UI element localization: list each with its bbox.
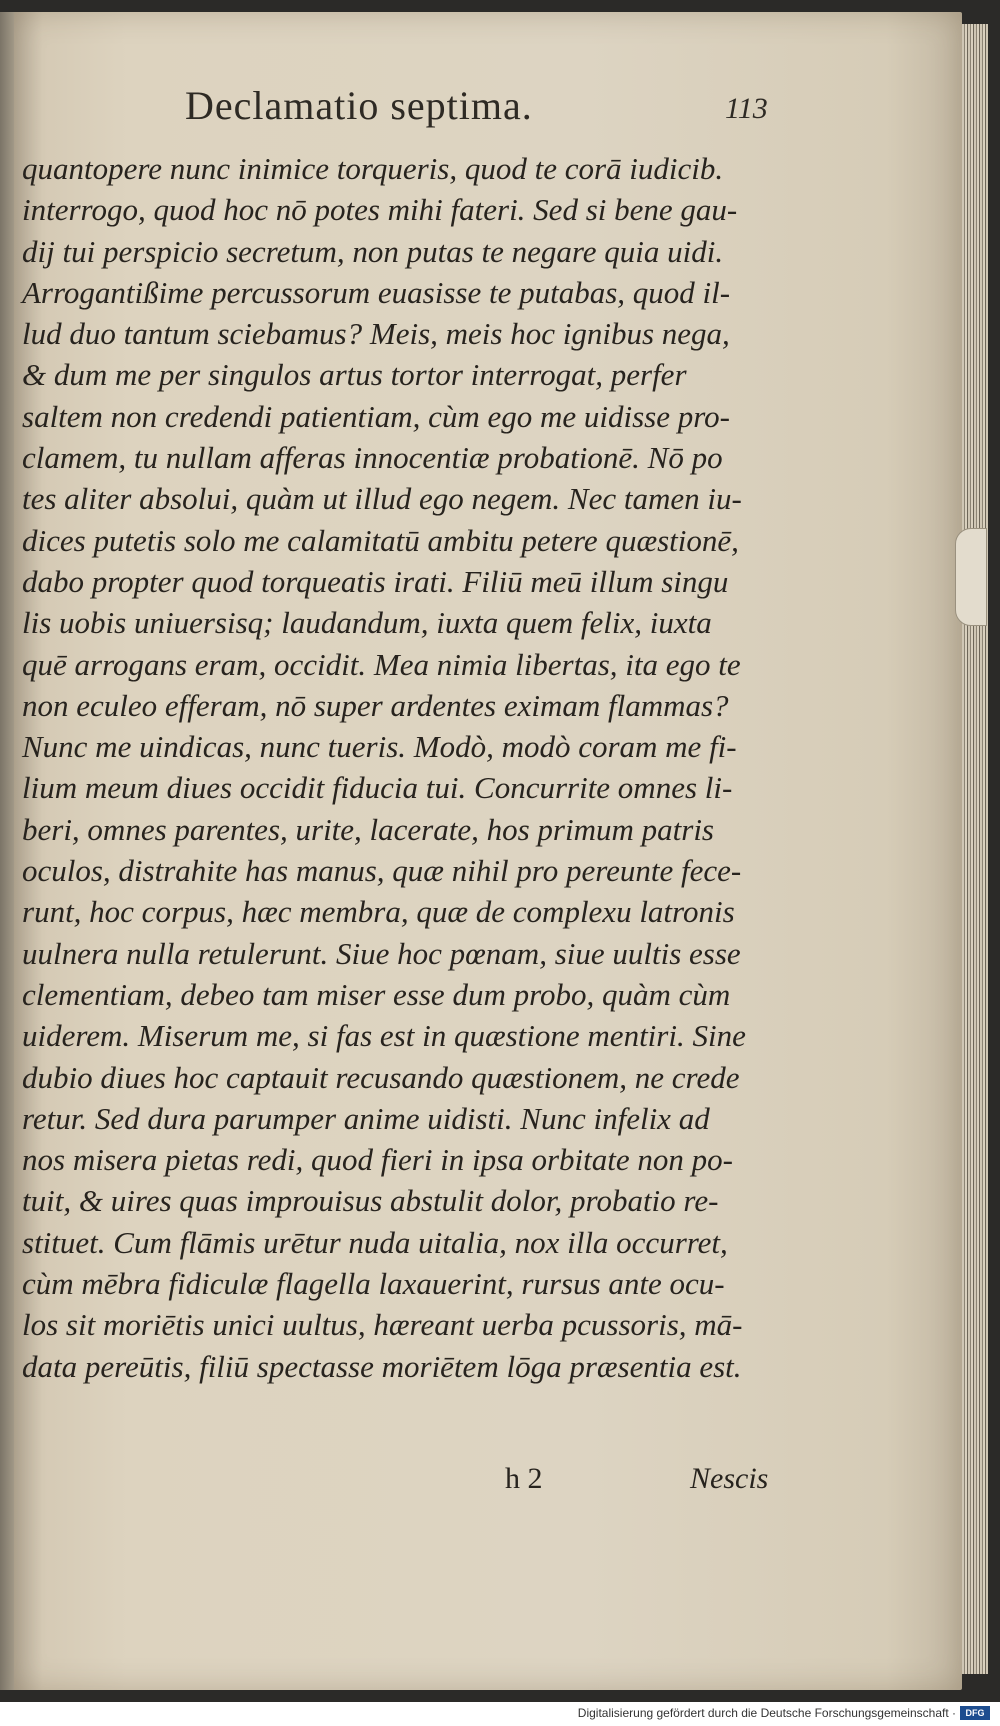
text-line: quē arrogans eram, occidit. Mea nimia libertas, ita ego te xyxy=(22,646,741,682)
page-tab xyxy=(955,528,987,626)
page-number: 113 xyxy=(725,92,768,125)
text-line: beri, omnes parentes, urite, lacerate, hos primum patris xyxy=(22,811,714,847)
page-edges xyxy=(962,24,988,1674)
dfg-logo: DFG xyxy=(960,1706,990,1720)
text-line: dij tui perspicio secretum, non putas te negare quia uidi. xyxy=(22,233,724,269)
text-line: lium meum diues occidit fiducia tui. Concurrite omnes li- xyxy=(22,770,733,806)
text-line: stituet. Cum flāmis urētur nuda uitalia, nox illa occurret, xyxy=(22,1224,728,1260)
text-line: uiderem. Miserum me, si fas est in quæstione mentiri. Sine xyxy=(22,1018,746,1054)
text-line: dabo propter quod torqueatis irati. Filiū meū illum singu xyxy=(22,563,729,599)
text-line: nos misera pietas redi, quod fieri in ipsa orbitate non po- xyxy=(22,1142,733,1178)
signature-mark: h 2 xyxy=(505,1462,543,1495)
catchword: Nescis xyxy=(690,1462,769,1495)
text-line: tuit, & uires quas improuisus abstulit dolor, probatio re- xyxy=(22,1183,719,1219)
text-line: oculos, distrahite has manus, quæ nihil pro pereunte fece- xyxy=(22,853,742,889)
text-line: dices putetis solo me calamitatū ambitu petere quæstionē, xyxy=(22,522,739,558)
footer-credit: Digitalisierung gefördert durch die Deutsche Forschungsgemeinschaft · xyxy=(577,1706,956,1720)
text-line: lud duo tantum sciebamus? Meis, meis hoc ignibus nega, xyxy=(22,316,730,352)
text-line: Nunc me uindicas, nunc tueris. Modò, modò coram me fi- xyxy=(22,729,737,765)
text-line: uulnera nulla retulerunt. Siue hoc pœnam, siue uultis esse xyxy=(22,935,741,971)
text-line: los sit moriētis unici uultus, hæreant uerba pcussoris, mā- xyxy=(22,1307,743,1343)
text-line: runt, hoc corpus, hæc membra, quæ de complexu latronis xyxy=(22,894,735,930)
body-text xyxy=(22,148,784,1387)
text-line: & dum me per singulos artus tortor interrogat, perfer xyxy=(22,357,687,393)
text-line: clamem, tu nullam afferas innocentiæ probationē. Nō po xyxy=(22,440,723,476)
text-line: clementiam, debeo tam miser esse dum probo, quàm cùm xyxy=(22,976,731,1012)
text-line: tes aliter absolui, quàm ut illud ego negem. Nec tamen iu- xyxy=(22,481,742,517)
text-line: Arrogantißime percussorum euasisse te putabas, quod il- xyxy=(22,274,731,310)
text-line: quantopere nunc inimice torqueris, quod te corā iudicib. xyxy=(22,151,724,186)
running-header: Declamatio septima. xyxy=(185,83,533,128)
text-line: data pereūtis, filiū spectasse moriētem lōga præsentia est. xyxy=(22,1348,742,1384)
text-line: non eculeo efferam, nō super ardentes eximam flammas? xyxy=(22,687,729,723)
text-line: cùm mēbra fidiculæ flagella laxauerint, rursus ante ocu- xyxy=(22,1266,725,1302)
text-line: dubio diues hoc captauit recusando quæstionem, ne crede xyxy=(22,1059,740,1095)
text-line: saltem non credendi patientiam, cùm ego me uidisse pro- xyxy=(22,398,730,434)
text-line: retur. Sed dura parumper anime uidisti. Nunc infelix ad xyxy=(22,1100,710,1136)
text-line: lis uobis uniuersisq; laudandum, iuxta quem felix, iuxta xyxy=(22,605,712,641)
text-line: interrogo, quod hoc nō potes mihi fateri. Sed si bene gau- xyxy=(22,192,738,228)
